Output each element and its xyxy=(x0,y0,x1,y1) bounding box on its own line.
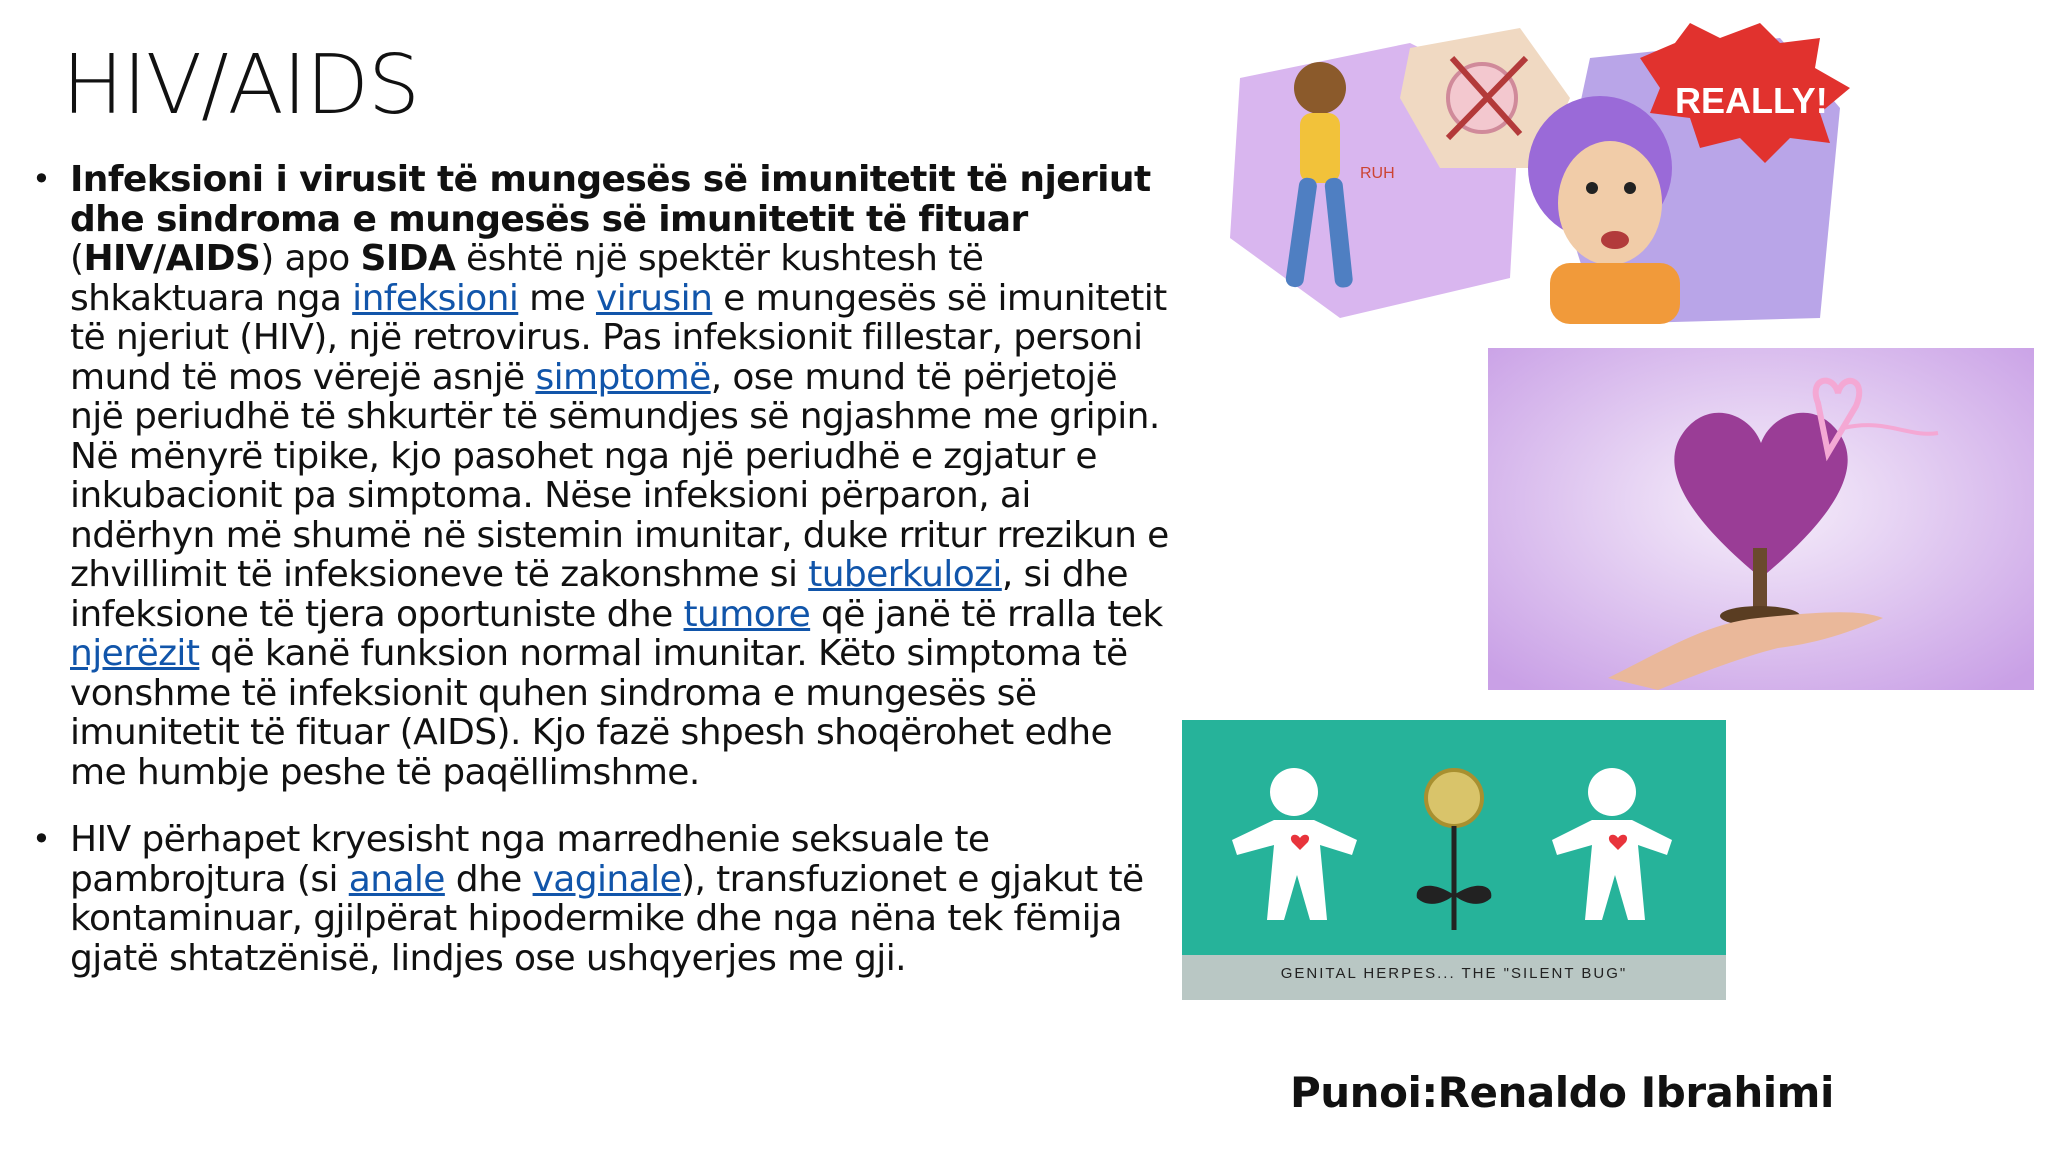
link-virusin[interactable]: virusin xyxy=(595,277,713,319)
body-text: dhe xyxy=(444,858,533,900)
comic-illustration xyxy=(1220,18,1850,324)
link-simptomë[interactable]: simptomë xyxy=(535,356,711,398)
link-anale[interactable]: anale xyxy=(348,858,445,900)
body-text: , si dhe infeksione të tjera oportuniste dhe xyxy=(70,554,1128,635)
bullet-2 xyxy=(32,820,1172,978)
bold-text: Infeksioni i virusit të mungesës së imunitetit të njeriut dhe sindroma e mungesës së imunitetit të fituar xyxy=(70,159,1151,240)
link-infeksioni[interactable]: infeksioni xyxy=(352,277,519,319)
link-vaginale[interactable]: vaginale xyxy=(532,858,682,900)
body-text: HIV përhapet kryesisht nga marredhenie seksuale te pambrojtura (si xyxy=(70,819,990,900)
body-text: që janë të rralla tek xyxy=(810,593,1163,635)
heart-tree-image xyxy=(1488,348,2034,690)
link-tuberkulozi[interactable]: tuberkulozi xyxy=(808,554,1002,595)
body-text: me xyxy=(518,277,596,319)
heart-tree-svg xyxy=(1488,348,2034,690)
body-text: ), transfuzionet e gjakut të kontaminuar, gjilpërat hipodermike dhe nga nëna tek fëmija gjatë shtatzënisë, lindjes ose ushqyerjes me gji. xyxy=(70,858,1144,979)
bullet-dot: • xyxy=(32,160,51,198)
body-text: ) apo xyxy=(260,238,361,279)
speech-bubble-text: REALLY! xyxy=(1675,80,1828,121)
link-njerëzit[interactable]: njerëzit xyxy=(70,633,200,674)
svg-text:RUH: RUH xyxy=(1360,165,1395,182)
bold-text: HIV/AIDS xyxy=(83,238,261,279)
body-text: që kanë funksion normal imunitar. Këto simptoma të vonshme të infeksionit quhen sindroma e mungesës së imunitetit të fituar (AIDS). Kjo fazë shpesh shoqërohet edhe me humbje peshe të paqëllimshme. xyxy=(70,633,1128,793)
author-credit: Punoi:Renaldo Ibrahimi xyxy=(1290,1068,1834,1117)
herpes-banner-text: GENITAL HERPES... THE "SILENT BUG" xyxy=(1280,965,1628,982)
worried-woman xyxy=(1528,96,1680,324)
bullet-1-text xyxy=(70,159,1169,793)
herpes-poster-image xyxy=(1182,720,1726,1000)
link-tumore[interactable]: tumore xyxy=(683,593,811,635)
herpes-poster-svg xyxy=(1182,720,1726,1000)
bold-text: SIDA xyxy=(360,238,456,279)
bullet-1 xyxy=(32,160,1172,792)
body-text: është një spektër kushtesh të shkaktuara nga xyxy=(70,238,984,319)
body-text: , ose mund të përjetojë një periudhë të shkurtër të sëmundjes së ngjashme me gripin. Në mënyrë tipike, kjo pasohet nga një periudhë e zgjatur e inkubacionit pa simptoma. Nëse infeksioni përparon, ai ndërhyn më shumë në sistemin imunitar, duke rritur rrezikun e zhvillimit të infeksioneve të zakonshme si xyxy=(70,356,1169,595)
slide-body xyxy=(32,160,1172,978)
body-text: ( xyxy=(70,238,84,279)
comic-illustration-svg xyxy=(1220,18,1850,324)
slide-title: HIV/AIDS xyxy=(62,38,420,133)
condom-crossed-icon xyxy=(1448,58,1526,138)
bullet-2-text xyxy=(70,819,1144,979)
body-text: e mungesës së imunitetit të njeriut (HIV), një retrovirus. Pas infeksionit fillestar, personi mund të mos vërejë asnjë xyxy=(70,277,1167,398)
bullet-dot: • xyxy=(32,820,51,858)
